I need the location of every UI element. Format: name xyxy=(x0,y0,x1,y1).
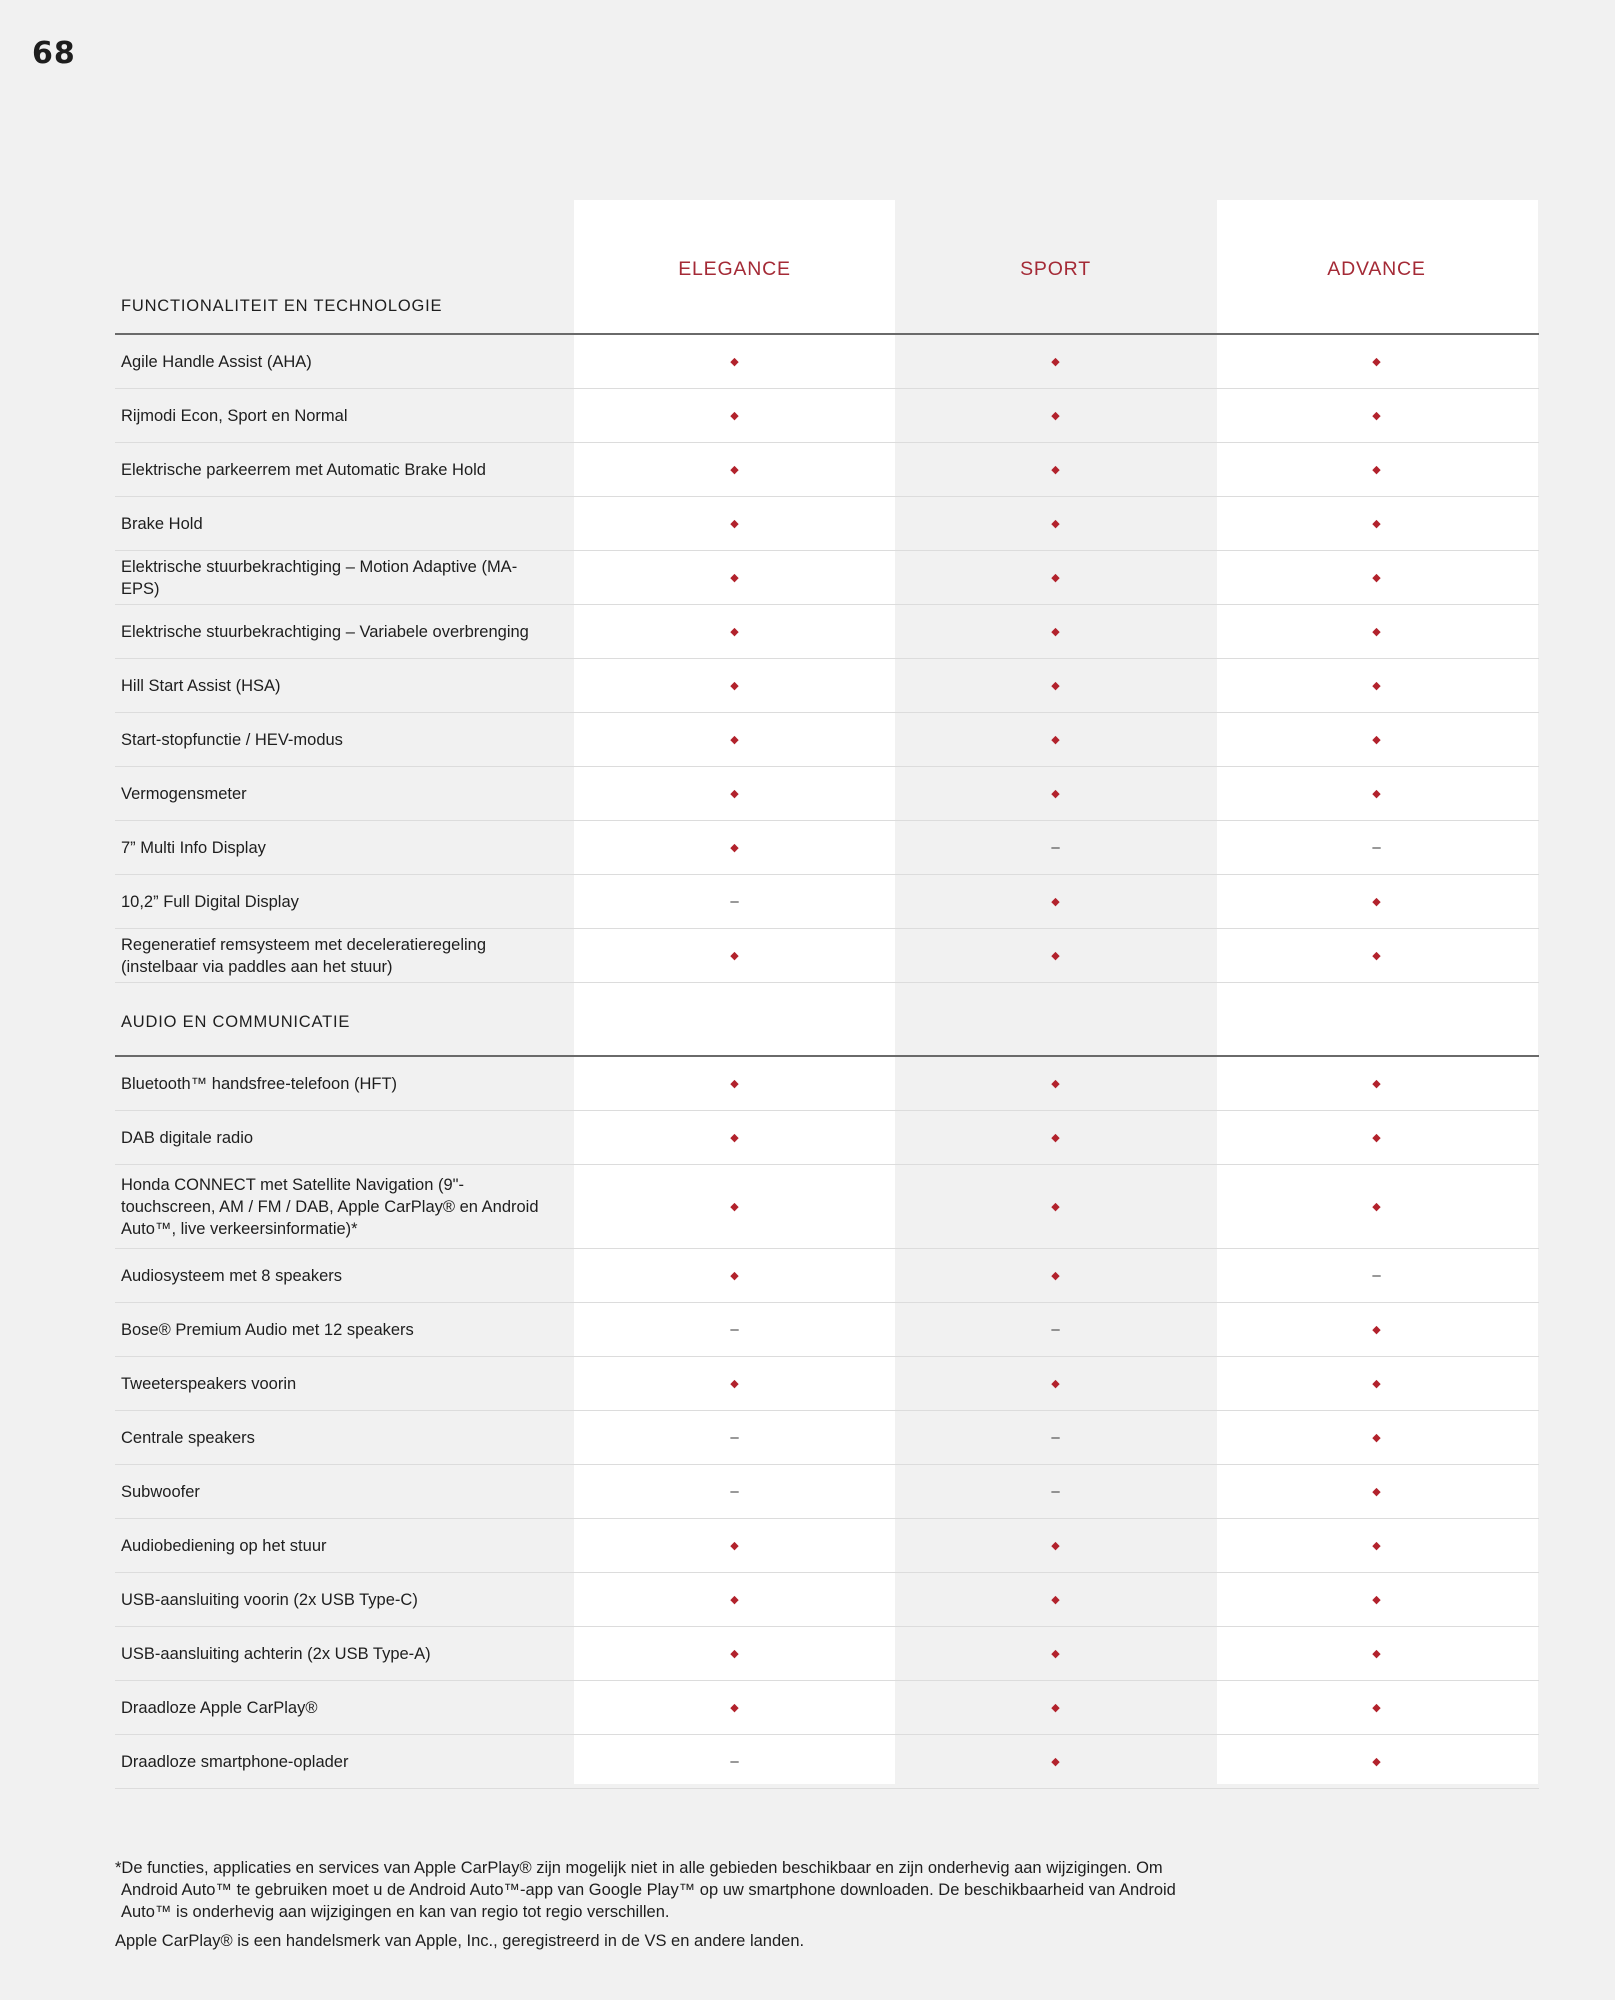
footnote-text: *De functies, applicaties en services van Apple CarPlay® zijn mogelijk niet in alle gebieden beschikbaar en zijn onderhevig aan wijzigingen. Om Android Auto™ te gebruiken moet u de Android Auto™-app van Google Play™ op uw smartphone downloaden. De beschikbaarheid van Android Auto™ is onderhevig aan wijzigingen en kan van regio tot regio verschillen. xyxy=(115,1859,1176,1921)
not-available-dash-sport: – xyxy=(1051,1483,1060,1500)
available-dot-elegance: ◆ xyxy=(730,464,739,476)
feature-label: Subwoofer xyxy=(121,1482,200,1501)
not-available-dash-sport: – xyxy=(1051,1429,1060,1446)
not-available-dash-advance: – xyxy=(1372,1267,1381,1284)
section-title: FUNCTIONALITEIT EN TECHNOLOGIE xyxy=(121,297,443,315)
available-dot-sport: ◆ xyxy=(1051,734,1060,746)
not-available-dash-sport: – xyxy=(1051,1321,1060,1338)
not-available-dash-advance: – xyxy=(1372,839,1381,856)
available-dot-sport: ◆ xyxy=(1051,1378,1060,1390)
feature-label: Audiosysteem met 8 speakers xyxy=(121,1266,343,1285)
available-dot-elegance: ◆ xyxy=(730,518,739,530)
not-available-dash-elegance: – xyxy=(730,1483,739,1500)
available-dot-advance: ◆ xyxy=(1372,1540,1381,1552)
available-dot-advance: ◆ xyxy=(1372,1132,1381,1144)
table-row xyxy=(115,1165,1539,1249)
feature-label: Draadloze Apple CarPlay® xyxy=(121,1698,318,1717)
feature-label: Tweeterspeakers voorin xyxy=(121,1374,297,1393)
available-dot-sport: ◆ xyxy=(1051,1270,1060,1282)
table-row xyxy=(115,1573,1539,1627)
table-row xyxy=(115,1735,1539,1789)
table-row xyxy=(115,1111,1539,1165)
footnote xyxy=(115,1857,1215,1959)
available-dot-sport: ◆ xyxy=(1051,356,1060,368)
available-dot-advance: ◆ xyxy=(1372,734,1381,746)
available-dot-advance: ◆ xyxy=(1372,356,1381,368)
available-dot-sport: ◆ xyxy=(1051,1540,1060,1552)
available-dot-elegance: ◆ xyxy=(730,680,739,692)
table-row xyxy=(115,1249,1539,1303)
available-dot-elegance: ◆ xyxy=(730,1540,739,1552)
feature-label: DAB digitale radio xyxy=(121,1128,254,1147)
available-dot-sport: ◆ xyxy=(1051,572,1060,584)
available-dot-elegance: ◆ xyxy=(730,1702,739,1714)
available-dot-elegance: ◆ xyxy=(730,1648,739,1660)
not-available-dash-elegance: – xyxy=(730,1321,739,1338)
available-dot-advance: ◆ xyxy=(1372,1378,1381,1390)
table-row xyxy=(115,1681,1539,1735)
table-row xyxy=(115,335,1539,389)
table-row xyxy=(115,1303,1539,1357)
feature-label: Bose® Premium Audio met 12 speakers xyxy=(121,1320,414,1339)
available-dot-sport: ◆ xyxy=(1051,1078,1060,1090)
feature-label: 10,2” Full Digital Display xyxy=(121,892,299,911)
available-dot-advance: ◆ xyxy=(1372,1201,1381,1213)
table-row xyxy=(115,875,1539,929)
available-dot-sport: ◆ xyxy=(1051,518,1060,530)
available-dot-advance: ◆ xyxy=(1372,1702,1381,1714)
table-row xyxy=(115,605,1539,659)
section-title: AUDIO EN COMMUNICATIE xyxy=(121,1013,351,1031)
table-row xyxy=(115,497,1539,551)
table-row xyxy=(115,1465,1539,1519)
available-dot-elegance: ◆ xyxy=(730,950,739,962)
not-available-dash-elegance: – xyxy=(730,1429,739,1446)
footnote-trademark: Apple CarPlay® is een handelsmerk van Apple, Inc., geregistreerd in de VS en andere landen. xyxy=(115,1932,805,1950)
table-row xyxy=(115,443,1539,497)
available-dot-advance: ◆ xyxy=(1372,950,1381,962)
available-dot-sport: ◆ xyxy=(1051,788,1060,800)
not-available-dash-elegance: – xyxy=(730,1753,739,1770)
available-dot-advance: ◆ xyxy=(1372,464,1381,476)
available-dot-elegance: ◆ xyxy=(730,1594,739,1606)
table-row xyxy=(115,659,1539,713)
feature-label: Hill Start Assist (HSA) xyxy=(121,676,281,695)
available-dot-elegance: ◆ xyxy=(730,788,739,800)
feature-label: Regeneratief remsysteem met deceleratieregeling (instelbaar via paddles aan het stuur) xyxy=(121,935,487,976)
feature-label: USB-aansluiting voorin (2x USB Type-C) xyxy=(121,1590,418,1609)
feature-label: Rijmodi Econ, Sport en Normal xyxy=(121,406,348,425)
feature-label: Honda CONNECT met Satellite Navigation (9"-touchscreen, AM / FM / DAB, Apple CarPlay® en Android Auto™, live verkeersinformatie)* xyxy=(121,1175,539,1238)
table-header-row xyxy=(115,200,1539,335)
available-dot-elegance: ◆ xyxy=(730,842,739,854)
page-number: 68 xyxy=(32,36,76,71)
available-dot-sport: ◆ xyxy=(1051,1756,1060,1768)
table-row xyxy=(115,551,1539,605)
available-dot-sport: ◆ xyxy=(1051,950,1060,962)
available-dot-elegance: ◆ xyxy=(730,1078,739,1090)
not-available-dash-sport: – xyxy=(1051,839,1060,856)
table-row xyxy=(115,767,1539,821)
feature-label: Bluetooth™ handsfree-telefoon (HFT) xyxy=(121,1074,398,1093)
available-dot-sport: ◆ xyxy=(1051,626,1060,638)
feature-label: Elektrische stuurbekrachtiging – Variabele overbrenging xyxy=(121,622,529,641)
available-dot-sport: ◆ xyxy=(1051,1702,1060,1714)
table-row xyxy=(115,1627,1539,1681)
table-row xyxy=(115,1519,1539,1573)
table-row xyxy=(115,713,1539,767)
feature-label: Agile Handle Assist (AHA) xyxy=(121,352,312,371)
available-dot-advance: ◆ xyxy=(1372,680,1381,692)
section-header-row xyxy=(115,983,1539,1057)
available-dot-sport: ◆ xyxy=(1051,680,1060,692)
available-dot-sport: ◆ xyxy=(1051,410,1060,422)
available-dot-sport: ◆ xyxy=(1051,896,1060,908)
available-dot-advance: ◆ xyxy=(1372,1078,1381,1090)
available-dot-elegance: ◆ xyxy=(730,1201,739,1213)
available-dot-elegance: ◆ xyxy=(730,1132,739,1144)
available-dot-sport: ◆ xyxy=(1051,1648,1060,1660)
feature-label: Vermogensmeter xyxy=(121,784,247,803)
available-dot-elegance: ◆ xyxy=(730,572,739,584)
not-available-dash-elegance: – xyxy=(730,893,739,910)
table-row xyxy=(115,1357,1539,1411)
available-dot-elegance: ◆ xyxy=(730,1270,739,1282)
feature-label: Elektrische parkeerrem met Automatic Brake Hold xyxy=(121,460,486,479)
available-dot-sport: ◆ xyxy=(1051,1594,1060,1606)
available-dot-sport: ◆ xyxy=(1051,464,1060,476)
available-dot-advance: ◆ xyxy=(1372,1486,1381,1498)
available-dot-advance: ◆ xyxy=(1372,1756,1381,1768)
feature-label: Draadloze smartphone-oplader xyxy=(121,1752,349,1771)
available-dot-sport: ◆ xyxy=(1051,1201,1060,1213)
column-header-advance: ADVANCE xyxy=(1327,258,1426,280)
available-dot-advance: ◆ xyxy=(1372,1432,1381,1444)
available-dot-elegance: ◆ xyxy=(730,734,739,746)
available-dot-elegance: ◆ xyxy=(730,626,739,638)
column-header-sport: SPORT xyxy=(1020,258,1091,280)
available-dot-advance: ◆ xyxy=(1372,1648,1381,1660)
feature-label: Elektrische stuurbekrachtiging – Motion Adaptive (MA-EPS) xyxy=(121,557,518,598)
available-dot-elegance: ◆ xyxy=(730,410,739,422)
feature-label: Brake Hold xyxy=(121,514,203,533)
feature-label: Start-stopfunctie / HEV-modus xyxy=(121,730,343,749)
available-dot-elegance: ◆ xyxy=(730,1378,739,1390)
available-dot-advance: ◆ xyxy=(1372,572,1381,584)
available-dot-advance: ◆ xyxy=(1372,1594,1381,1606)
available-dot-advance: ◆ xyxy=(1372,518,1381,530)
spec-table xyxy=(115,200,1539,1789)
available-dot-advance: ◆ xyxy=(1372,896,1381,908)
available-dot-advance: ◆ xyxy=(1372,410,1381,422)
table-row xyxy=(115,389,1539,443)
column-header-elegance: ELEGANCE xyxy=(678,258,791,280)
available-dot-advance: ◆ xyxy=(1372,1324,1381,1336)
available-dot-advance: ◆ xyxy=(1372,626,1381,638)
table-row xyxy=(115,821,1539,875)
table-row xyxy=(115,1411,1539,1465)
feature-label: USB-aansluiting achterin (2x USB Type-A) xyxy=(121,1644,431,1663)
table-row xyxy=(115,1057,1539,1111)
feature-label: Audiobediening op het stuur xyxy=(121,1536,327,1555)
available-dot-elegance: ◆ xyxy=(730,356,739,368)
table-row xyxy=(115,929,1539,983)
section-audio-rows xyxy=(115,1057,1539,1789)
feature-label: 7” Multi Info Display xyxy=(121,838,266,857)
available-dot-sport: ◆ xyxy=(1051,1132,1060,1144)
section-functionaliteit-rows xyxy=(115,335,1539,983)
feature-label: Centrale speakers xyxy=(121,1428,255,1447)
available-dot-advance: ◆ xyxy=(1372,788,1381,800)
